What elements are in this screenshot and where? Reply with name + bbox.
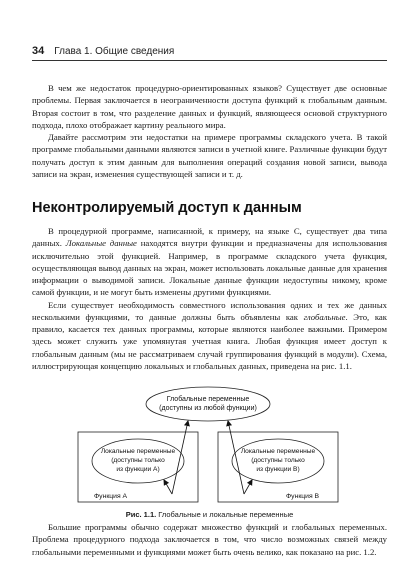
intro-text	[32, 82, 387, 180]
paragraph: В чем же недостаток процедурно-ориентированных языков? Существует две основные проблемы. Первая заключается в неограниченности доступа функций к глобальным данным. Вторая состоит в том, что разделение данных и функций, являющееся основой структурного подхода, плохо отображает картину реального мира.	[32, 83, 387, 130]
closing-text	[32, 521, 387, 558]
section-heading: Неконтролируемый доступ к данным	[32, 200, 302, 216]
local-a-label-line1: Локальные переменные	[100, 448, 176, 455]
function-a-label: Функция А	[94, 493, 128, 500]
running-header	[32, 44, 387, 60]
local-a-label-line2: (доступны только	[111, 457, 165, 464]
header-rule	[32, 60, 387, 61]
function-b-label: Функция В	[286, 493, 320, 500]
chapter-title: Глава 1. Общие сведения	[54, 46, 175, 57]
caption-number: Рис. 1.1.	[125, 510, 157, 519]
diagram-svg	[72, 384, 344, 506]
text-run: находятся внутри функции и предназначены для использования исключительно этой функцией. Например, в программе складского учета функция, осуществляющая вывод данных на экран, может использовать локальные данные для хранения информации о выводимой записи. Локальные данные функции недоступны никому, кроме самой функции, и не могут быть изменены другими функциями.	[32, 238, 387, 298]
arrow-a-to-local	[164, 480, 172, 494]
page-number: 34	[32, 45, 45, 57]
local-b-label-line1: Локальные переменные	[240, 448, 316, 455]
caption-text: Глобальные и локальные переменные	[156, 510, 294, 519]
text-run: Если существует необходимость совместного использования одних и тех же данных несколькими функциями, то данные должны быть объявлены как	[32, 299, 387, 322]
text-run: В процедурной программе, написанной, к примеру, на языке С, существует два типа данных.	[32, 226, 387, 249]
local-b-label-line2: (доступны только	[251, 457, 305, 464]
paragraph: Большие программы обычно содержат множество функций и глобальных переменных. Проблема процедурного подхода заключается в том, что число возможных связей между глобальными переменными и функциями может быть очень велико, как показано на рис. 1.2.	[32, 522, 387, 557]
term-local-data: Локальные данные	[65, 238, 137, 249]
text-run: . Это, как правило, касается тех данных программы, которые являются наиболее важными. Примером здесь может служить уже упомянутая учетная книга. Любая функция имеет доступ к глобальным данным (мы не рассматриваем случай группирования функций в модули). Схема, иллюстрирующая концепцию локальных и глобальных данных, приведена на рис. 1.1.	[32, 311, 387, 371]
figure-caption	[32, 510, 387, 520]
section-text	[32, 225, 387, 372]
local-b-label-line3: из функции В)	[256, 466, 300, 473]
paragraph	[32, 299, 387, 373]
global-label-line2: (доступны из любой функции)	[159, 405, 257, 412]
paragraph: Давайте рассмотрим эти недостатки на примере программы складского учета. В такой программе глобальными данными являются записи в учетной книге. Различные функции будут получать доступ к этим данным для выполнения операций создания новой записи, вывода записи на экран, изменения существующей записи и т. д.	[32, 132, 387, 179]
arrow-b-to-local	[244, 480, 252, 494]
local-a-label-line3: из функции А)	[116, 466, 160, 473]
term-global: глобальные	[303, 311, 346, 322]
figure-diagram	[72, 384, 344, 506]
global-variables-ellipse	[146, 387, 270, 421]
global-label-line1: Глобальные переменные	[166, 396, 250, 403]
paragraph	[32, 225, 387, 299]
